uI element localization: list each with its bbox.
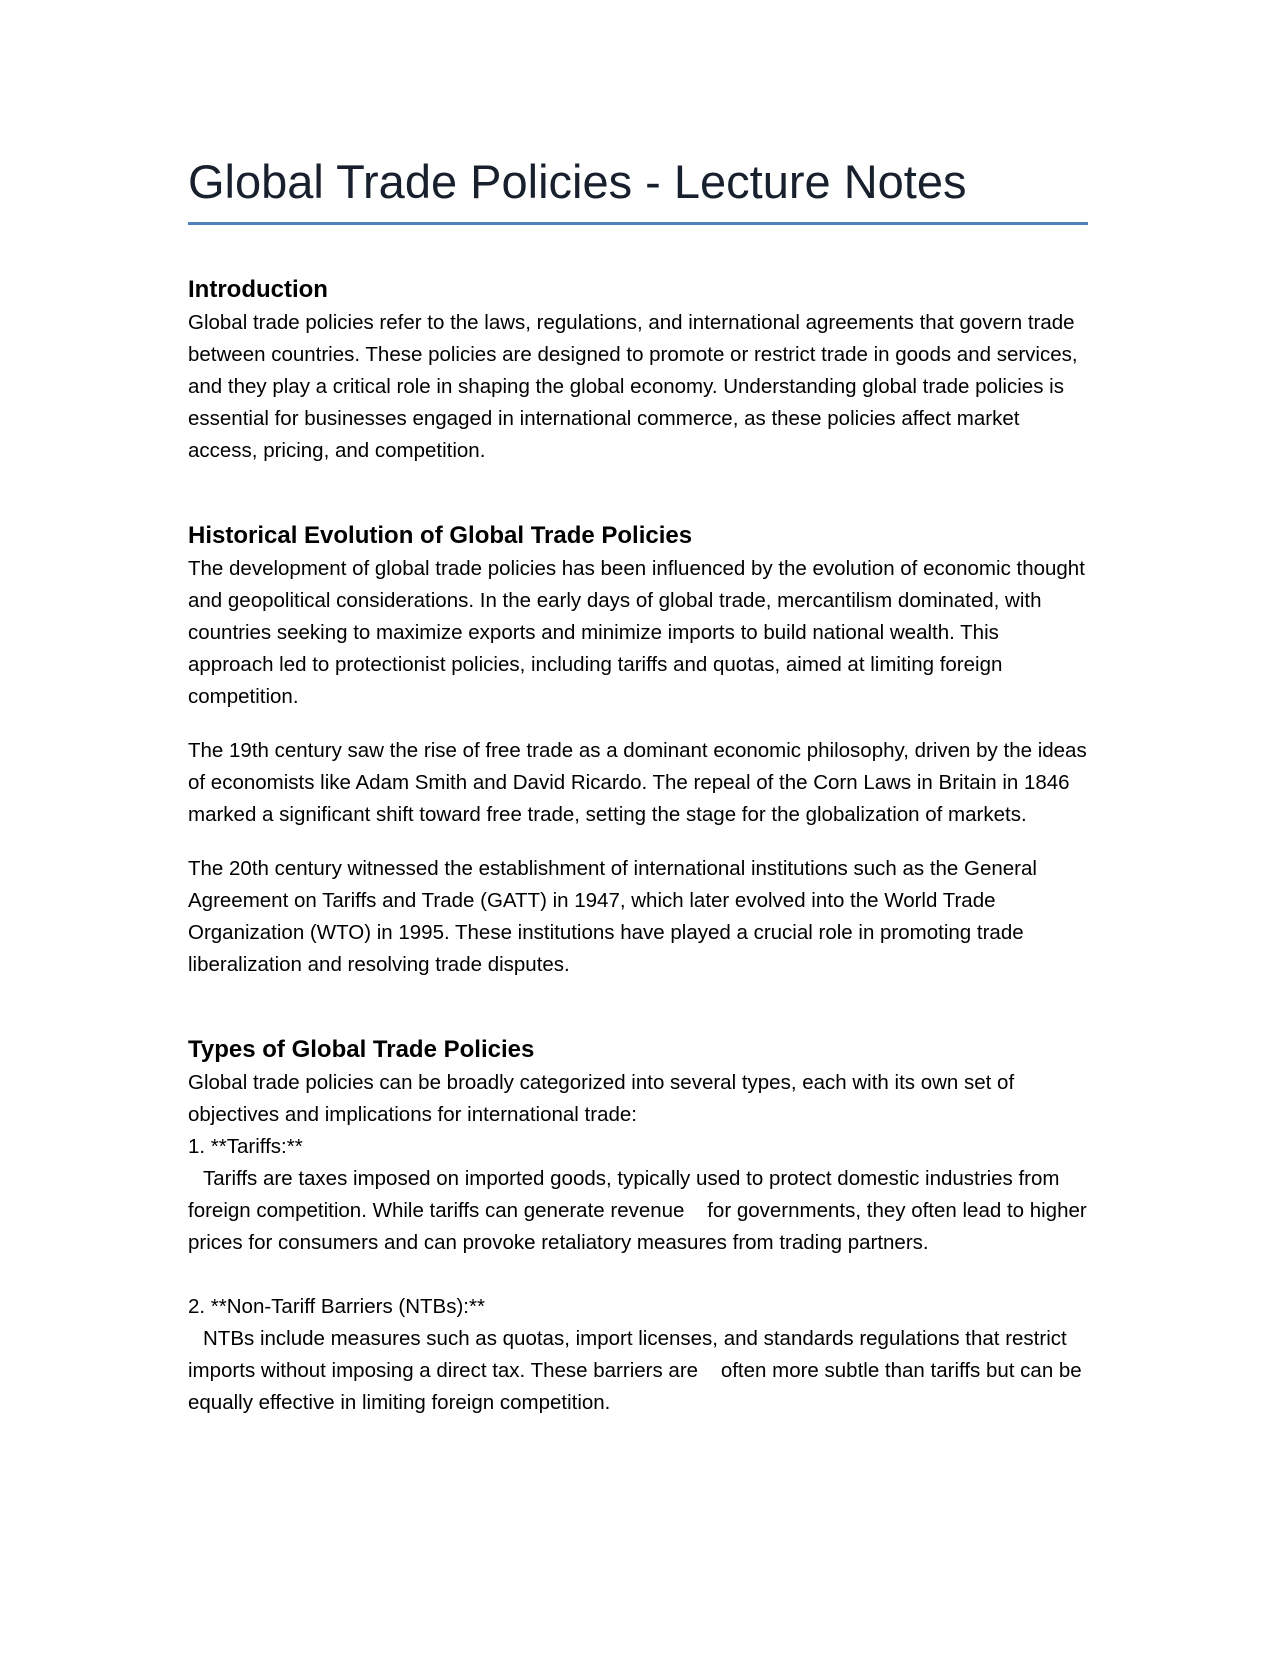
section-introduction <box>188 273 1088 467</box>
history-paragraph-2: The 19th century saw the rise of free trade as a dominant economic philosophy, driven by the ideas of economists like Adam Smith and David Ricardo. The repeal of the Corn Laws in Britain in 1846 marked a significant shift toward free trade, setting the stage for the globalization of markets. <box>188 739 1087 826</box>
list-item-text: Tariffs are taxes imposed on imported goods, typically used to protect domestic industries from foreign competition. While tariffs can generate revenue for governments, they often lead to higher prices for consumers and can provoke retaliatory measures from trading partners. <box>188 1167 1093 1254</box>
list-item-body <box>188 1323 1088 1419</box>
list-item-label: 1. **Tariffs:** <box>188 1135 303 1158</box>
history-paragraph-3: The 20th century witnessed the establishment of international institutions such as the General Agreement on Tariffs and Trade (GATT) in 1947, which later evolved into the World Trade Organization (WTO) in 1995. These institutions have played a crucial role in promoting trade liberalization and resolving trade disputes. <box>188 857 1037 976</box>
list-item-label: 2. **Non-Tariff Barriers (NTBs):** <box>188 1295 485 1318</box>
section-heading-history: Historical Evolution of Global Trade Policies <box>188 522 693 549</box>
list-item-text: NTBs include measures such as quotas, import licenses, and standards regulations that restrict imports without imposing a direct tax. These barriers are often more subtle than tariffs but can be equally effective in limiting foreign competition. <box>188 1327 1088 1414</box>
section-heading-types: Types of Global Trade Policies <box>188 1036 535 1063</box>
intro-paragraph: Global trade policies refer to the laws, regulations, and international agreements that govern trade between countries. These policies are designed to promote or restrict trade in goods and services, and they play a critical role in shaping the global economy. Understanding global trade policies is essential for businesses engaged in international commerce, as these policies affect market access, pricing, and competition. <box>188 311 1078 462</box>
list-spacer <box>188 1259 1088 1291</box>
paragraph-spacer <box>188 831 1088 853</box>
list-item-tariffs <box>188 1131 1093 1259</box>
document-page <box>188 150 1093 1419</box>
paragraph-spacer <box>188 713 1088 735</box>
list-item-ntbs <box>188 1291 1088 1419</box>
types-intro-paragraph: Global trade policies can be broadly categorized into several types, each with its own set of objectives and implications for international trade: <box>188 1071 1015 1126</box>
document-title: Global Trade Policies - Lecture Notes <box>188 150 1088 225</box>
list-item-body <box>188 1163 1093 1259</box>
section-heading-introduction: Introduction <box>188 276 328 303</box>
history-paragraph-1: The development of global trade policies has been influenced by the evolution of economic thought and geopolitical considerations. In the early days of global trade, mercantilism dominated, with countries seeking to maximize exports and minimize imports to build national wealth. This approach led to protectionist policies, including tariffs and quotas, aimed at limiting foreign competition. <box>188 557 1085 708</box>
section-history <box>188 519 1088 981</box>
section-types <box>188 1033 1093 1419</box>
